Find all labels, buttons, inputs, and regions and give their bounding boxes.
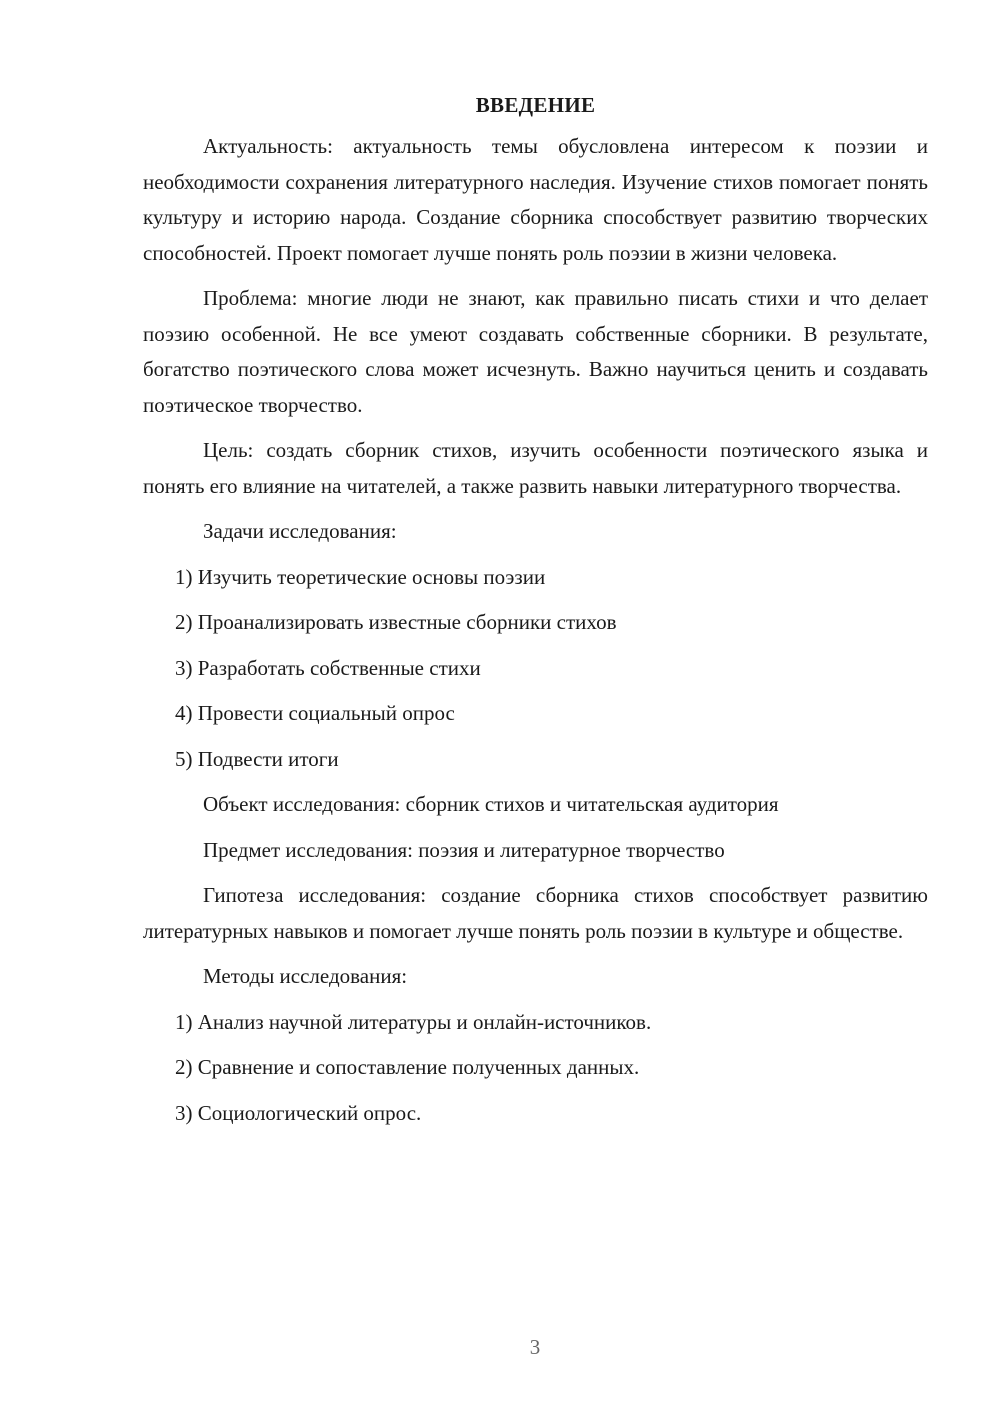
section-title: ВВЕДЕНИЕ bbox=[475, 93, 596, 117]
subject-line: Предмет исследования: поэзия и литературное творчество bbox=[203, 837, 725, 862]
task-item: 1) Изучить теоретические основы поэзии bbox=[175, 564, 546, 589]
tasks-list bbox=[143, 560, 928, 778]
task-item: 4) Провести социальный опрос bbox=[175, 701, 455, 725]
task-item: 2) Проанализировать известные сборники стихов bbox=[175, 610, 617, 634]
method-item: 1) Анализ научной литературы и онлайн-источников. bbox=[175, 1009, 652, 1034]
relevance-paragraph: Актуальность: актуальность темы обусловлена интересом к поэзии и необходимости сохранения литературного наследия. Изучение стихов помогает понять культуру и историю народа. Создание сборника способствует развитию творческих способностей. Проект помогает лучше понять роль поэзии в жизни человека. bbox=[143, 134, 928, 265]
hypothesis-paragraph: Гипотеза исследования: создание сборника стихов способствует развитию литературных навыков и помогает лучше понять роль поэзии в культуре и обществе. bbox=[143, 883, 928, 943]
task-item: 5) Подвести итоги bbox=[175, 746, 339, 771]
tasks-heading: Задачи исследования: bbox=[203, 519, 397, 543]
methods-heading: Методы исследования: bbox=[203, 964, 408, 988]
method-item: 3) Социологический опрос. bbox=[175, 1100, 422, 1125]
method-item: 2) Сравнение и сопоставление полученных данных. bbox=[175, 1055, 640, 1079]
problem-paragraph: Проблема: многие люди не знают, как правильно писать стихи и что делает поэзию особенной. Не все умеют создавать собственные сборники. В результате, богатство поэтического слова может исчезнуть. Важно научиться ценить и создавать поэтическое творчество. bbox=[143, 286, 928, 417]
goal-paragraph: Цель: создать сборник стихов, изучить особенности поэтического языка и понять его влияние на читателей, а также развить навыки литературного творчества. bbox=[143, 438, 928, 498]
task-item: 3) Разработать собственные стихи bbox=[175, 655, 481, 680]
page-number: 3 bbox=[529, 1335, 541, 1359]
document-page bbox=[143, 90, 928, 1141]
methods-list bbox=[143, 1005, 928, 1132]
object-line: Объект исследования: сборник стихов и читательская аудитория bbox=[203, 792, 779, 816]
